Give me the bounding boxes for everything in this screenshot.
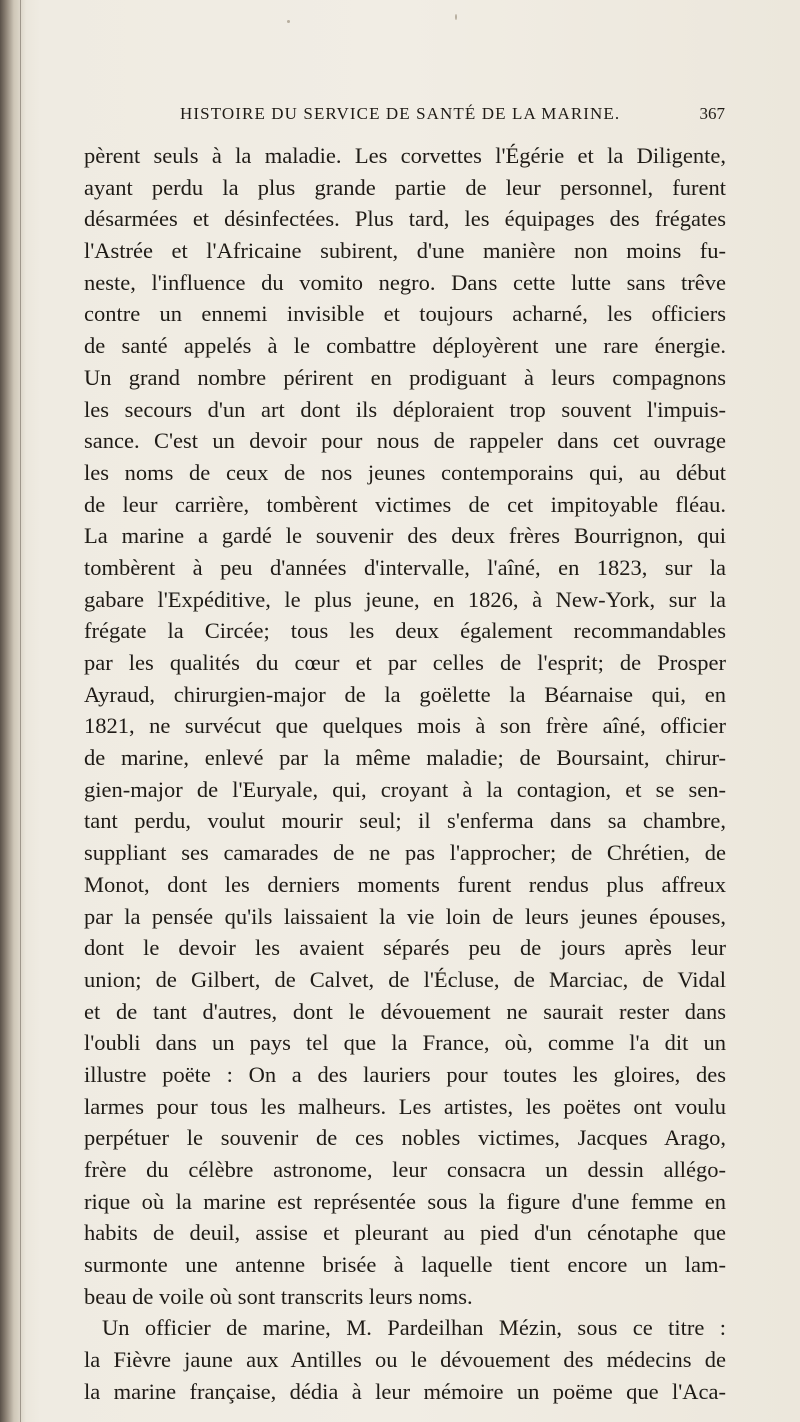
running-header: [180, 104, 725, 128]
text-line: union; de Gilbert, de Calvet, de l'Écluse, de Marciac, de Vidal: [84, 966, 726, 992]
text-line: la Fièvre jaune aux Antilles ou le dévouement des médecins de: [84, 1347, 726, 1373]
text-line: l'oubli dans un pays tel que la France, où, comme l'a dit un: [84, 1030, 726, 1056]
text-line: frégate la Circée; tous les deux également recommandables: [84, 618, 726, 644]
text-line: de santé appelés à le combattre déployèrent une rare énergie.: [84, 333, 726, 359]
text-line: et de tant d'autres, dont le dévouement ne saurait rester dans: [84, 998, 726, 1024]
text-line: tant perdu, voulut mourir seul; il s'enferma dans sa chambre,: [84, 808, 726, 834]
page-edge-line: [20, 0, 21, 1422]
text-line: gabare l'Expéditive, le plus jeune, en 1826, à New-York, sur la: [84, 586, 726, 612]
text-line: par les qualités du cœur et par celles de l'esprit; de Prosper: [84, 650, 726, 675]
text-line: la marine française, dédia à leur mémoire un poëme que l'Aca-: [84, 1378, 726, 1404]
text-line: les noms de ceux de nos jeunes contemporains qui, au début: [84, 459, 726, 485]
text-line-paragraph-start: Un officier de marine, M. Pardeilhan Mézin, sous ce titre :: [102, 1315, 726, 1341]
text-line: gien-major de l'Euryale, qui, croyant à la contagion, et se sen-: [84, 776, 726, 802]
text-line: par la pensée qu'ils laissaient la vie loin de leurs jeunes épouses,: [84, 903, 726, 929]
text-line: rique où la marine est représentée sous la figure d'une femme en: [84, 1188, 726, 1214]
running-title: HISTOIRE DU SERVICE DE SANTÉ DE LA MARINE.: [180, 104, 621, 123]
text-line: désarmées et désinfectées. Plus tard, les équipages des frégates: [84, 206, 726, 232]
text-line: contre un ennemi invisible et toujours acharné, les officiers: [84, 301, 726, 327]
paper-speck: [455, 14, 457, 20]
text-line: Monot, dont les derniers moments furent rendus plus affreux: [84, 871, 726, 897]
paper-speck: [287, 20, 290, 23]
text-line: l'Astrée et l'Africaine subirent, d'une manière non moins fu-: [84, 238, 726, 264]
text-line: pèrent seuls à la maladie. Les corvettes l'Égérie et la Diligente,: [84, 143, 726, 168]
text-line: Un grand nombre périrent en prodiguant à leurs compagnons: [84, 364, 726, 390]
text-line: frère du célèbre astronome, leur consacra un dessin allégo-: [84, 1157, 726, 1182]
text-line: de leur carrière, tombèrent victimes de cet impitoyable fléau.: [84, 491, 726, 517]
text-line: perpétuer le souvenir de ces nobles victimes, Jacques Arago,: [84, 1125, 726, 1151]
text-line: 1821, ne survécut que quelques mois à son frère aîné, officier: [84, 713, 726, 739]
text-line: illustre poëte : On a des lauriers pour toutes les gloires, des: [84, 1061, 726, 1087]
text-line: La marine a gardé le souvenir des deux frères Bourrignon, qui: [84, 523, 726, 549]
body-text: [84, 140, 726, 1408]
text-line: larmes pour tous les malheurs. Les artistes, les poëtes ont voulu: [84, 1093, 726, 1119]
text-line: suppliant ses camarades de ne pas l'approcher; de Chrétien, de: [84, 840, 726, 866]
page-number: 367: [699, 104, 725, 123]
text-line: les secours d'un art dont ils déploraient trop souvent l'impuis-: [84, 396, 726, 422]
text-line: neste, l'influence du vomito negro. Dans cette lutte sans trêve: [84, 269, 726, 295]
text-line: surmonte une antenne brisée à laquelle tient encore un lam-: [84, 1252, 726, 1278]
text-line: sance. C'est un devoir pour nous de rappeler dans cet ouvrage: [84, 428, 726, 454]
text-line: ayant perdu la plus grande partie de leur personnel, furent: [84, 174, 726, 200]
text-line: de marine, enlevé par la même maladie; de Boursaint, chirur-: [84, 745, 726, 771]
text-line: Ayraud, chirurgien-major de la goëlette la Béarnaise qui, en: [84, 681, 726, 707]
text-line: habits de deuil, assise et pleurant au pied d'un cénotaphe que: [84, 1220, 726, 1246]
book-spine-shadow: [0, 0, 26, 1422]
text-line: tombèrent à peu d'années d'intervalle, l'aîné, en 1823, sur la: [84, 554, 726, 580]
text-line: beau de voile où sont transcrits leurs noms.: [84, 1283, 473, 1309]
text-line: dont le devoir les avaient séparés peu de jours après leur: [84, 935, 726, 961]
